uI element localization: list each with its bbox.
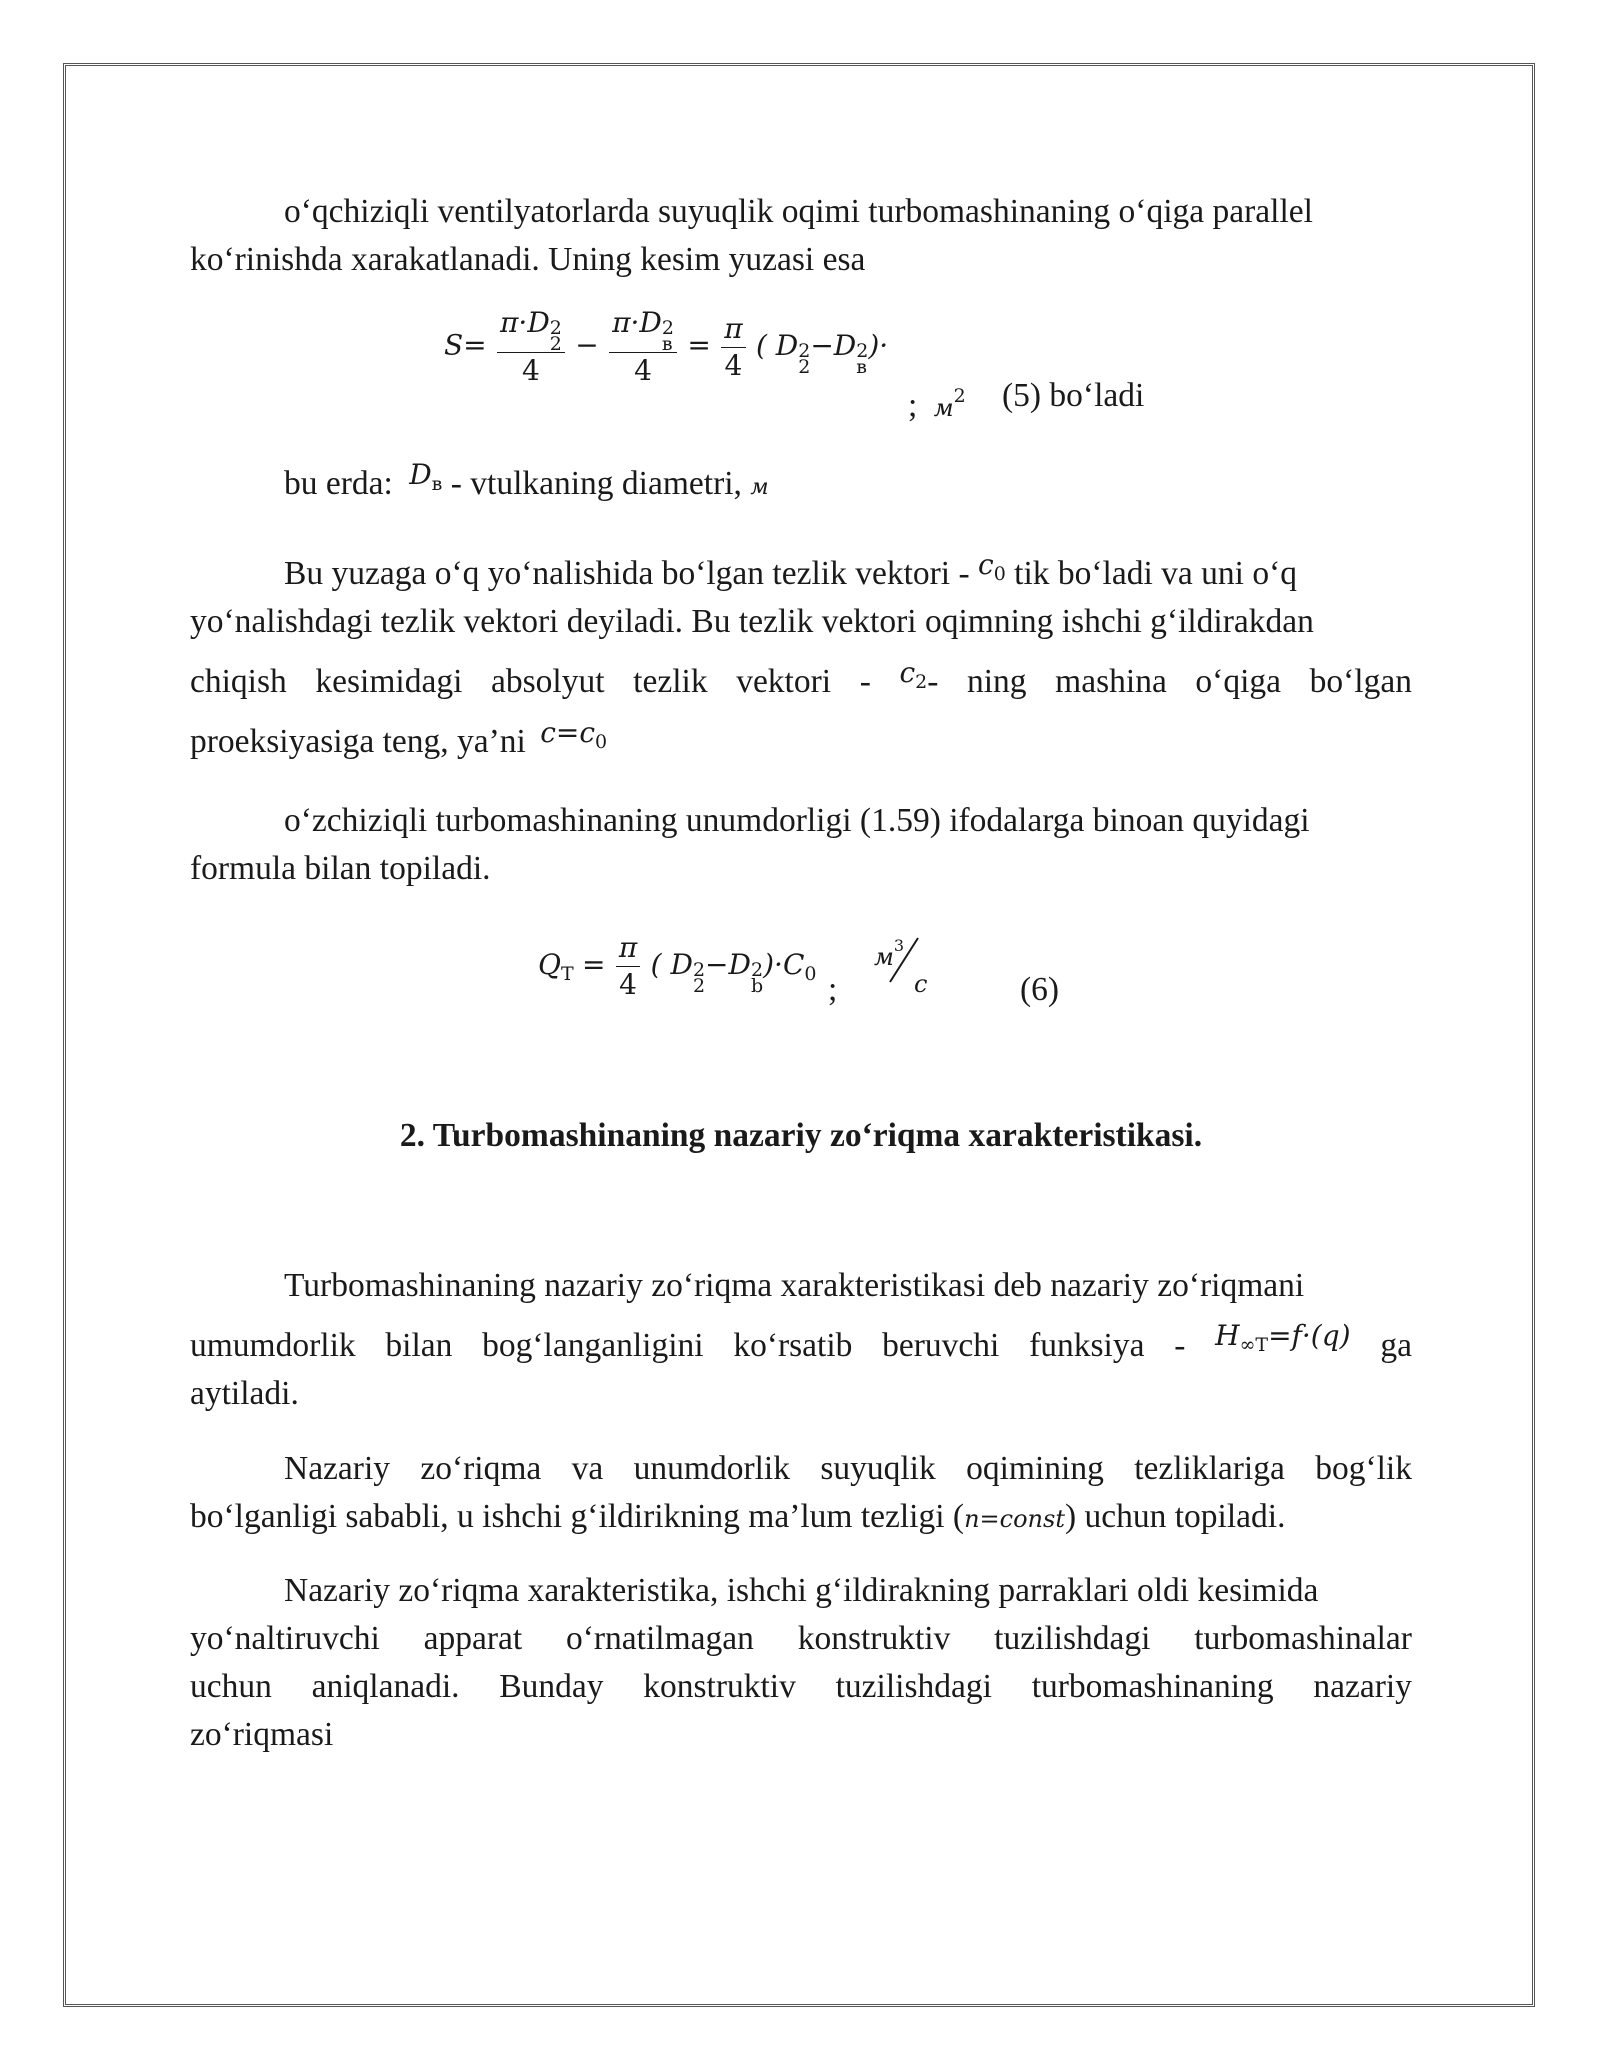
unit-bottom: с xyxy=(914,970,928,998)
text: ga xyxy=(1380,1327,1412,1364)
eq5-unit: м xyxy=(933,394,954,422)
paragraph-3-line-2 xyxy=(190,598,1412,646)
eq5-f1-sub: 2 xyxy=(549,333,562,355)
eq5-paren xyxy=(755,328,889,378)
eq6-sub-a: 2 xyxy=(692,975,706,998)
text: yo‘nalishdagi tezlik vektori deyiladi. Bu tezlik vektori oqimning ishchi g‘ildirakdan xyxy=(190,603,1314,640)
paragraph-5-line-3 xyxy=(190,1370,1412,1418)
symbol-sub: 0 xyxy=(595,731,608,753)
text: zo‘riqmasi xyxy=(190,1716,334,1753)
equation-n: n=const xyxy=(964,1505,1065,1533)
eq6-equals: = xyxy=(582,948,606,982)
eq5-f2-sub: в xyxy=(661,333,673,355)
equation-6-unit xyxy=(870,930,940,998)
eq5-unit-sup: 2 xyxy=(953,385,966,407)
eq5-paren-sub-b: в xyxy=(856,355,867,378)
symbol-H-sub: ∞T xyxy=(1239,1334,1269,1356)
text: aytiladi. xyxy=(190,1375,299,1412)
equation-5 xyxy=(444,305,888,389)
eq5-paren-close: )· xyxy=(868,328,889,362)
eq5-equals: = xyxy=(687,328,711,362)
symbol-c2: c xyxy=(899,656,916,689)
eq5-f1-num: π·D xyxy=(500,306,550,339)
eq6-sup-b: 2 xyxy=(750,959,764,982)
eq6-paren-a: ( D xyxy=(650,948,693,982)
symbol-H: H xyxy=(1215,1319,1240,1352)
eq5-lhs: S= xyxy=(444,328,487,362)
unit-fraction xyxy=(870,930,940,998)
eq6-lhs-sub: T xyxy=(560,963,574,986)
text: o‘zchiziqli turbomashinaning unumdorligi (1.59) ifodalarga binoan quyidagi xyxy=(284,802,1310,839)
text: Nazariy zo‘riqma xarakteristika, ishchi g‘ildirakning parraklari oldi kesimida xyxy=(284,1572,1319,1609)
eq5-paren-minus: −D xyxy=(810,328,857,362)
eq5-fraction-3 xyxy=(721,311,745,384)
eq5-f3-den: 4 xyxy=(724,348,743,382)
eq5-f2-sup: 2 xyxy=(661,317,674,339)
unit-m: м xyxy=(750,475,769,500)
unit-top: м xyxy=(874,943,894,971)
eq6-f-den: 4 xyxy=(619,968,637,1001)
eq6-tail-sub: 0 xyxy=(804,963,817,986)
paragraph-6-line-1: Nazariy zo‘riqma va unumdorlik suyuqlik oqimining tezliklariga bog‘lik xyxy=(284,1450,1412,1487)
text: ) uchun topiladi. xyxy=(1064,1498,1286,1535)
eq6-sup-a: 2 xyxy=(692,959,706,982)
eq6-label: (6) xyxy=(1020,971,1060,1008)
equation-5-tail xyxy=(908,372,966,432)
paragraph-6-line-2 xyxy=(190,1493,1412,1543)
paragraph-5-line-1 xyxy=(284,1262,1412,1310)
eq5-minus: − xyxy=(575,328,599,362)
eq6-f-num: π xyxy=(616,930,640,967)
text: formula bilan topiladi. xyxy=(190,850,491,887)
equation-6 xyxy=(538,930,816,1003)
eq6-minus: −D xyxy=(705,948,751,982)
eq5-paren-sub-a: 2 xyxy=(798,355,811,378)
text: bo‘lganligi sababli, u ishchi g‘ildirikning ma’lum tezligi ( xyxy=(190,1498,965,1535)
eq6-tail: )·C xyxy=(763,948,805,982)
eq6-lhs: Q xyxy=(538,948,561,982)
eq5-f1-den: 4 xyxy=(522,354,540,387)
text: bu erda: xyxy=(284,465,393,502)
eq5-paren-a: ( D xyxy=(755,328,799,362)
symbol-c0: c xyxy=(978,548,994,581)
paragraph-7-line-4 xyxy=(190,1711,1412,1759)
eq5-f2-num: π·D xyxy=(612,306,662,339)
paragraph-4-line-1 xyxy=(284,797,1412,845)
eq6-sep: ; xyxy=(828,971,838,1008)
eq5-f3-num: π xyxy=(721,311,745,348)
unit-top-sup: 3 xyxy=(893,936,905,955)
paragraph-4-line-2 xyxy=(190,845,1412,893)
paragraph-7-line-2: yo‘naltiruvchi apparat o‘rnatilmagan konstruktiv tuzilishdagi turbomashinalar xyxy=(190,1620,1412,1657)
paragraph-1-line-1 xyxy=(284,188,1412,236)
equation-H: =f·(q) xyxy=(1268,1319,1351,1352)
paragraph-2 xyxy=(284,460,1506,518)
equation-c: c=c xyxy=(540,716,596,749)
eq5-label: (5) bo‘ladi xyxy=(1002,377,1145,414)
section-heading: 2. Turbomashinaning nazariy zo‘riqma xarakteristikasi. xyxy=(399,1117,1203,1154)
equation-6-label xyxy=(1020,966,1059,1014)
symbol-sub: 0 xyxy=(993,563,1006,585)
paragraph-1-line-2 xyxy=(190,236,1412,284)
equation-6-sep xyxy=(828,966,837,1014)
eq5-fraction-2 xyxy=(609,305,677,389)
paragraph-5-line-2: umumdorlik bilan bog‘langanligini ko‘rsatib beruvchi funksiya - $H_{\infty T}=f\cdot(q)$ ga xyxy=(190,1322,1412,1379)
eq5-paren-sup-b: 2 xyxy=(856,339,869,362)
paragraph-7-line-3: uchun aniqlanadi. Bunday konstruktiv tuzilishdagi turbomashinaning nazariy xyxy=(190,1668,1412,1705)
text: ko‘rinishda xarakatlanadi. Uning kesim yuzasi esa xyxy=(190,241,866,278)
eq5-f1-sup: 2 xyxy=(549,317,562,339)
symbol-sub: в xyxy=(431,473,443,495)
eq5-sep: ; xyxy=(908,387,918,424)
symbol-D: D xyxy=(409,458,432,491)
eq5-f2-den: 4 xyxy=(634,354,652,387)
text: Bu yuzaga o‘q yo‘nalishida bo‘lgan tezlik vektori - xyxy=(284,555,970,592)
text: o‘qchiziqli ventilyatorlarda suyuqlik oqimi turbomashinaning o‘qiga parallel xyxy=(284,193,1313,230)
paragraph-7-line-1 xyxy=(284,1567,1412,1615)
eq5-fraction-1 xyxy=(497,305,565,389)
eq6-fraction xyxy=(616,930,640,1003)
equation-5-label xyxy=(1002,372,1144,420)
text: proeksiyasiga teng, ya’ni xyxy=(190,723,526,760)
text: Turbomashinaning nazariy zo‘riqma xarakteristikasi deb nazariy zo‘riqmani xyxy=(284,1267,1305,1304)
paragraph-3-line-3: chiqish kesimidagi absolyut tezlik vektori - $^{c_2}$- ning mashina o‘qiga bo‘lgan xyxy=(190,656,1412,700)
eq5-paren-sup-a: 2 xyxy=(798,339,811,362)
unit-slash-line xyxy=(870,930,940,990)
eq6-sub-b: b xyxy=(750,975,764,998)
text: tik bo‘ladi va uni o‘q xyxy=(1014,555,1297,592)
paragraph-3-line-4 xyxy=(190,718,1412,776)
symbol-sub: 2 xyxy=(915,671,928,693)
text: - vtulkaning diametri, xyxy=(450,465,742,502)
